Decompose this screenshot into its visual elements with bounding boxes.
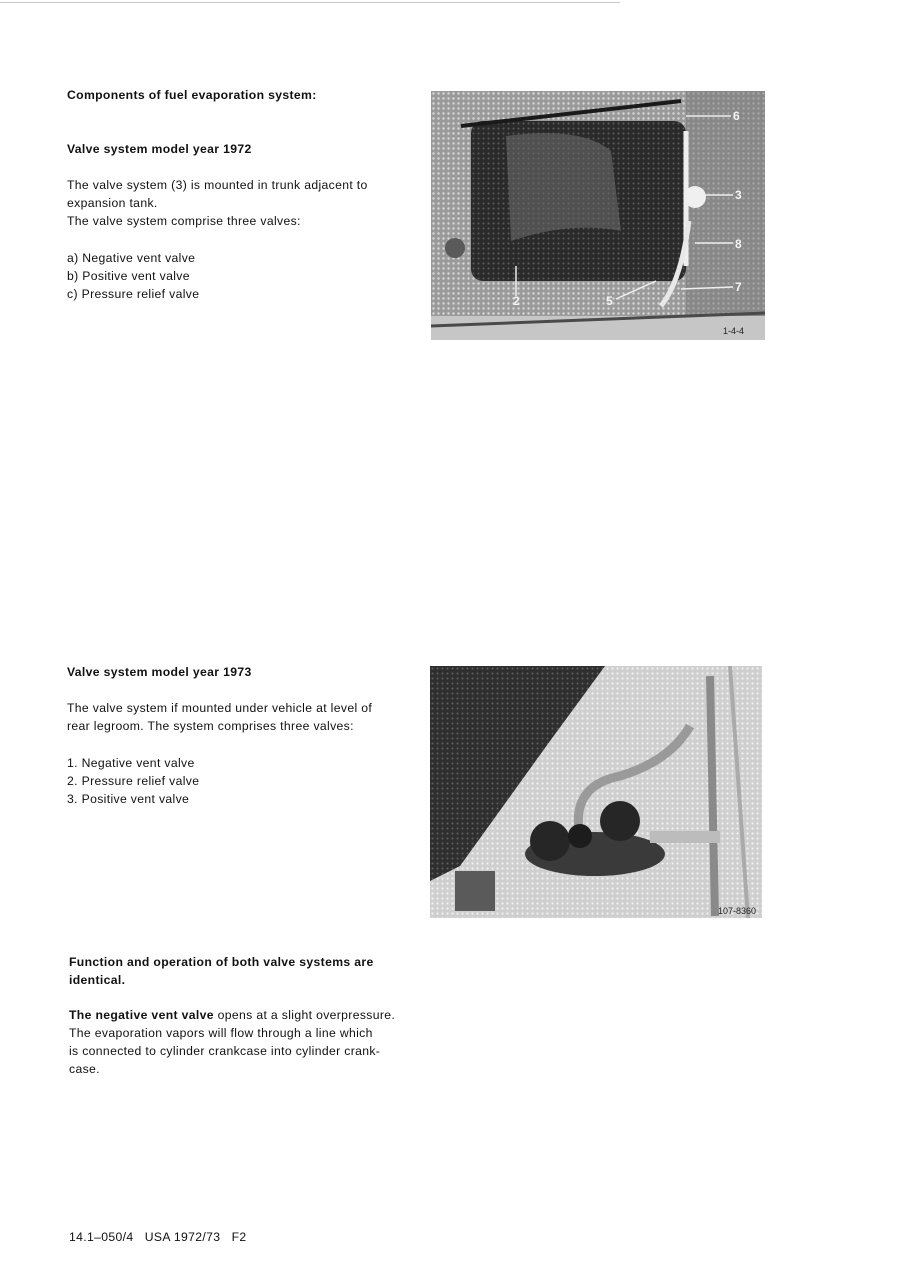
function-paragraph-line: is connected to cylinder crankcase into cylinder crank- — [69, 1044, 381, 1058]
page-footer: 14.1–050/4 USA 1972/73 F2 — [69, 1230, 247, 1244]
function-heading-line: Function and operation of both valve systems are — [69, 955, 374, 969]
description-1972 — [67, 176, 368, 230]
top-rule — [0, 2, 620, 3]
heading-1973: Valve system model year 1973 — [67, 665, 252, 679]
function-heading — [69, 953, 374, 989]
callout-label: 6 — [733, 109, 740, 123]
list-item: 2. Pressure relief valve — [67, 774, 200, 788]
description-1973 — [67, 699, 372, 735]
negative-vent-valve-term: The negative vent valve — [69, 1008, 214, 1022]
photo-code: 107-8360 — [718, 906, 757, 916]
function-heading-line: identical. — [69, 973, 126, 987]
list-item: b) Positive vent valve — [67, 269, 190, 283]
description-1972-line: The valve system comprise three valves: — [67, 214, 301, 228]
function-paragraph-text: opens at a slight overpressure. — [213, 1008, 396, 1022]
list-item: 1. Negative vent valve — [67, 756, 195, 770]
function-paragraph — [69, 1006, 395, 1078]
function-paragraph-line — [69, 1006, 395, 1024]
function-paragraph-line: case. — [69, 1062, 100, 1076]
callout-label: 5 — [606, 294, 613, 308]
section-title: Components of fuel evaporation system: — [67, 88, 317, 102]
list-item: a) Negative vent valve — [67, 251, 196, 265]
description-1972-line: The valve system (3) is mounted in trunk adjacent to — [67, 178, 368, 192]
callout-label: 8 — [735, 237, 742, 251]
heading-1972: Valve system model year 1972 — [67, 142, 252, 156]
list-item: c) Pressure relief valve — [67, 287, 200, 301]
description-1973-line: rear legroom. The system comprises three valves: — [67, 719, 354, 733]
function-paragraph-line: The evaporation vapors will flow through a line which — [69, 1026, 373, 1040]
photo-code: 1-4-4 — [723, 326, 745, 336]
description-1973-line: The valve system if mounted under vehicle at level of — [67, 701, 373, 715]
photo-1973-valve-system — [430, 666, 762, 918]
list-item: 3. Positive vent valve — [67, 792, 190, 806]
callout-label: 2 — [513, 294, 520, 308]
photo-1972-valve-system — [431, 91, 765, 340]
description-1972-line: expansion tank. — [67, 196, 158, 210]
callout-label: 3 — [735, 188, 742, 202]
valve-list-1972 — [67, 249, 199, 303]
callout-label: 7 — [735, 280, 742, 294]
valve-list-1973 — [67, 754, 199, 808]
